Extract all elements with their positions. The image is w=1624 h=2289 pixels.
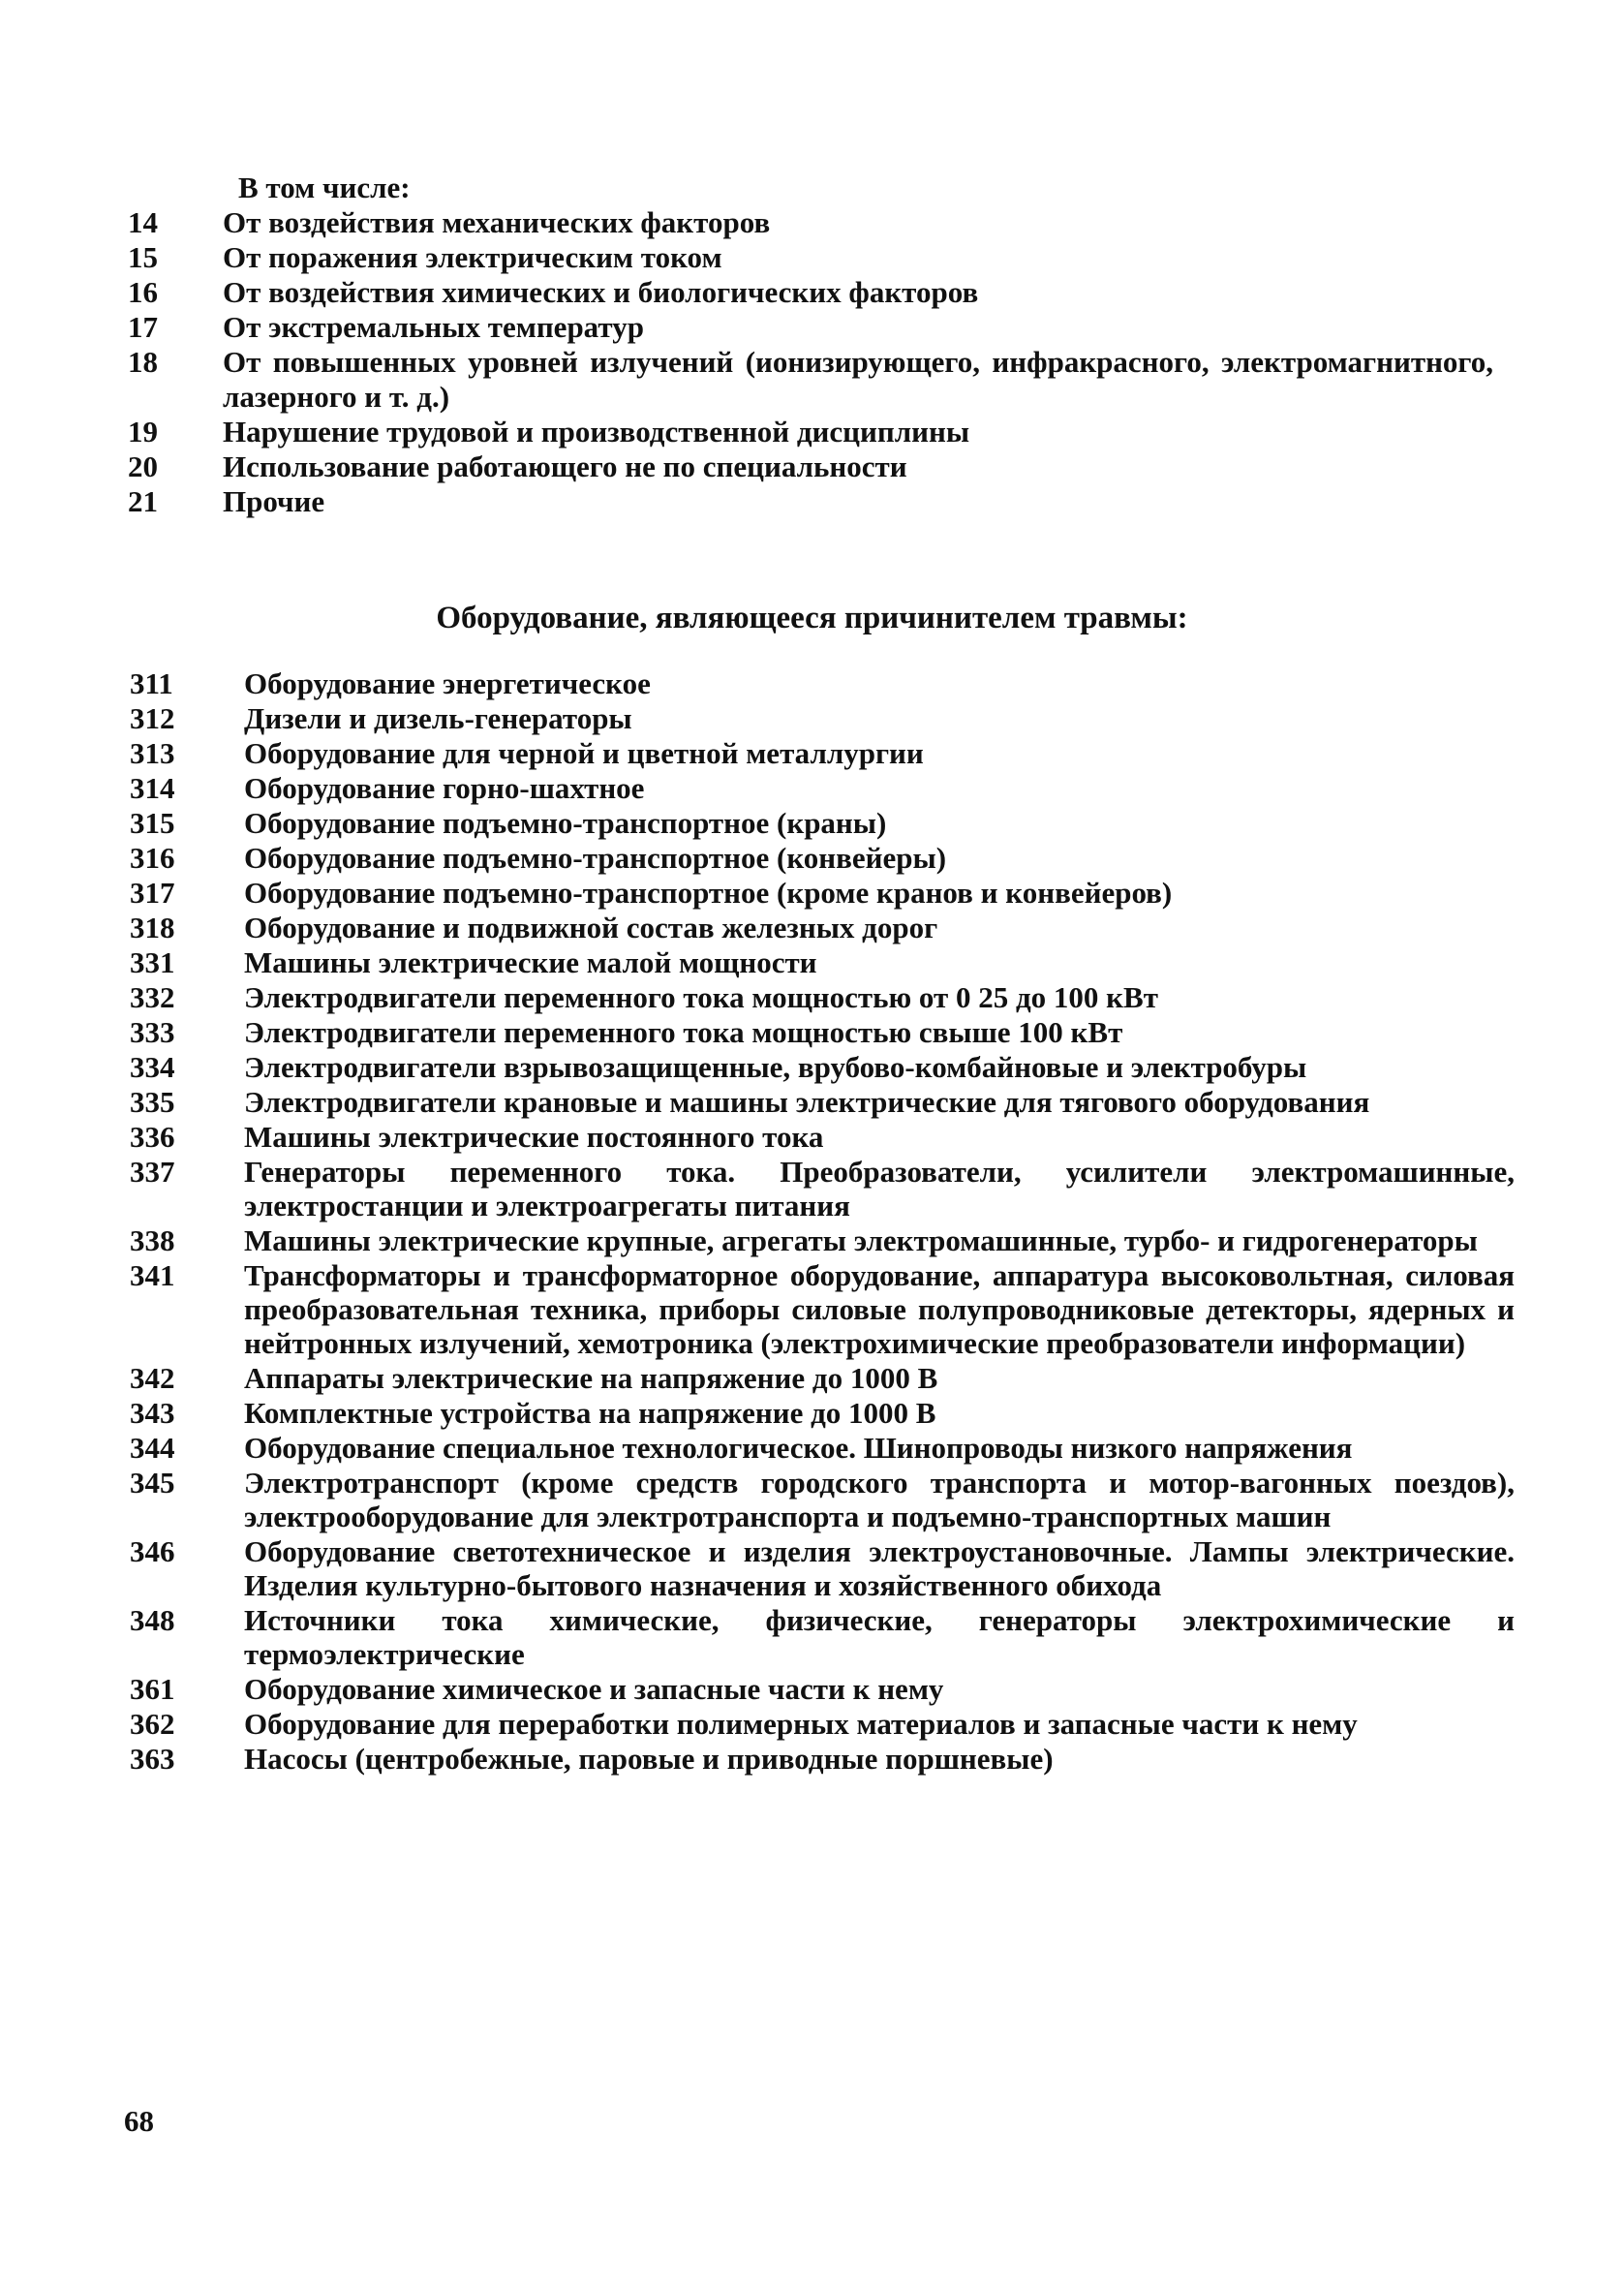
list-item [130, 1672, 1515, 1706]
item-number: 16 [128, 275, 158, 309]
item-number: 362 [130, 1707, 175, 1741]
item-text: Оборудование химическое и запасные части к нему [244, 1672, 944, 1706]
item-text: Трансформаторы и трансформаторное оборудование, аппаратура высоковольтная, силовая преобразовательная техника, приборы силовые полупроводниковые детекторы, ядерных и нейтронных излучений, хемотроника (электрохимические преобразователи информации) [244, 1258, 1515, 1360]
section-heading: Оборудование, являющееся причинителем травмы: [436, 601, 1188, 635]
list-item [130, 1742, 1515, 1776]
list-item [128, 484, 1493, 519]
item-text: Нарушение трудовой и производственной дисциплины [223, 415, 970, 449]
item-number: 317 [130, 876, 175, 910]
item-number: 345 [130, 1466, 175, 1500]
list-item [130, 945, 1515, 979]
item-number: 336 [130, 1120, 175, 1154]
item-text: Прочие [223, 484, 325, 518]
item-number: 20 [128, 449, 158, 483]
equipment-list [130, 666, 1515, 1777]
item-number: 314 [130, 771, 175, 805]
list-item [128, 345, 1493, 415]
item-number: 331 [130, 945, 175, 979]
item-text: Оборудование светотехническое и изделия электроустановочные. Лампы электрические. Изделия культурно-бытового назначения и хозяйственного обихода [244, 1534, 1515, 1602]
item-number: 348 [130, 1603, 175, 1637]
list-item [130, 1361, 1515, 1395]
item-number: 311 [130, 666, 173, 700]
item-text: Источники тока химические, физические, генераторы электрохимические и термоэлектрические [244, 1603, 1515, 1671]
list-item [130, 806, 1515, 840]
list-item [130, 1155, 1515, 1222]
item-number: 313 [130, 736, 175, 770]
item-text: От поражения электрическим током [223, 240, 722, 274]
list-item [130, 1603, 1515, 1671]
item-number: 335 [130, 1085, 175, 1119]
list-item [130, 1050, 1515, 1084]
item-text: Оборудование подъемно-транспортное (конвейеры) [244, 841, 947, 875]
item-text: Электродвигатели переменного тока мощностью свыше 100 кВт [244, 1015, 1123, 1049]
item-text: Электродвигатели взрывозащищенные, врубово-комбайновые и электробуры [244, 1050, 1307, 1084]
list-item [128, 205, 1493, 240]
intro-line: В том числе: [238, 170, 411, 204]
list-item [130, 1534, 1515, 1602]
list-item [130, 911, 1515, 944]
item-number: 332 [130, 980, 175, 1014]
item-text: Комплектные устройства на напряжение до 1000 В [244, 1396, 936, 1430]
item-number: 334 [130, 1050, 175, 1084]
list-item [130, 701, 1515, 735]
item-text: Оборудование подъемно-транспортное (краны) [244, 806, 887, 840]
item-text: Дизели и дизель-генераторы [244, 701, 632, 735]
item-number: 363 [130, 1742, 175, 1776]
list-item [130, 1466, 1515, 1533]
item-text: Оборудование подъемно-транспортное (кроме кранов и конвейеров) [244, 876, 1173, 910]
item-text: От экстремальных температур [223, 310, 644, 344]
item-text: Электродвигатели переменного тока мощностью от 0 25 до 100 кВт [244, 980, 1158, 1014]
list-item [130, 666, 1515, 700]
item-text: Оборудование энергетическое [244, 666, 651, 700]
list-item [128, 415, 1493, 449]
list-item [128, 240, 1493, 275]
item-text: Машины электрические крупные, агрегаты электромашинные, турбо- и гидрогенераторы [244, 1223, 1478, 1257]
list-item [130, 1258, 1515, 1360]
list-item [128, 275, 1493, 310]
list-item [130, 841, 1515, 875]
item-number: 19 [128, 415, 158, 449]
item-text: Генераторы переменного тока. Преобразователи, усилители электромашинные, электростанции и электроагрегаты питания [244, 1155, 1515, 1222]
item-text: Оборудование горно-шахтное [244, 771, 645, 805]
item-number: 312 [130, 701, 175, 735]
item-number: 316 [130, 841, 175, 875]
item-text: Аппараты электрические на напряжение до 1000 В [244, 1361, 938, 1395]
item-text: Электродвигатели крановые и машины электрические для тягового оборудования [244, 1085, 1370, 1119]
item-number: 15 [128, 240, 158, 274]
item-text: Насосы (центробежные, паровые и приводные поршневые) [244, 1742, 1054, 1776]
list-item [130, 1085, 1515, 1119]
item-text: От воздействия химических и биологических факторов [223, 275, 979, 309]
item-text: Электротранспорт (кроме средств городского транспорта и мотор-вагонных поездов), электрооборудование для электротранспорта и подъемно-транспортных машин [244, 1466, 1515, 1533]
list-item [128, 310, 1493, 345]
item-text: Машины электрические малой мощности [244, 945, 817, 979]
causes-list [128, 205, 1493, 519]
item-number: 346 [130, 1534, 175, 1568]
list-item [130, 1223, 1515, 1257]
list-item [130, 1707, 1515, 1741]
item-number: 17 [128, 310, 158, 344]
list-item [130, 1431, 1515, 1465]
item-number: 342 [130, 1361, 175, 1395]
item-text: Использование работающего не по специальности [223, 449, 907, 483]
item-number: 343 [130, 1396, 175, 1430]
item-number: 333 [130, 1015, 175, 1049]
item-text: Оборудование для переработки полимерных материалов и запасные части к нему [244, 1707, 1358, 1741]
item-number: 21 [128, 484, 158, 518]
item-text: Оборудование и подвижной состав железных дорог [244, 911, 938, 944]
item-text: Оборудование специальное технологическое. Шинопроводы низкого напряжения [244, 1431, 1353, 1465]
list-item [130, 771, 1515, 805]
item-number: 344 [130, 1431, 175, 1465]
item-text: От повышенных уровней излучений (ионизирующего, инфракрасного, электромагнитного, лазерного и т. д.) [223, 345, 1493, 414]
item-number: 341 [130, 1258, 175, 1292]
list-item [130, 1015, 1515, 1049]
list-item [130, 1396, 1515, 1430]
page-number: 68 [124, 2104, 154, 2138]
list-item [130, 1120, 1515, 1154]
item-text: Машины электрические постоянного тока [244, 1120, 824, 1154]
item-number: 14 [128, 205, 158, 239]
list-item [130, 980, 1515, 1014]
item-text: От воздействия механических факторов [223, 205, 771, 239]
item-number: 337 [130, 1155, 175, 1189]
list-item [130, 876, 1515, 910]
item-number: 318 [130, 911, 175, 944]
list-item [128, 449, 1493, 484]
item-text: Оборудование для черной и цветной металлургии [244, 736, 924, 770]
item-number: 315 [130, 806, 175, 840]
item-number: 361 [130, 1672, 175, 1706]
list-item [130, 736, 1515, 770]
item-number: 338 [130, 1223, 175, 1257]
item-number: 18 [128, 345, 158, 379]
